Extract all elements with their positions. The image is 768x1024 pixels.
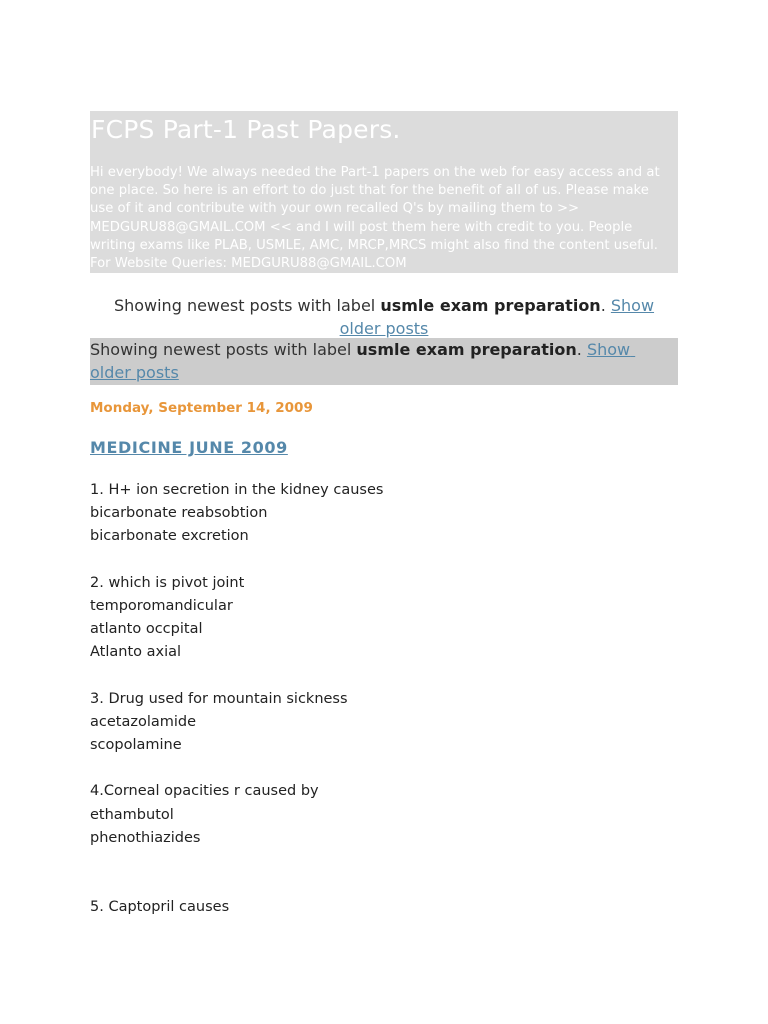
status-prefix: Showing newest posts with label [113, 296, 381, 315]
answer-option: scopolamine [90, 737, 182, 754]
status-label: usmle exam preparation [356, 340, 577, 359]
link-text: Show [610, 296, 655, 315]
post-date: Monday, September 14, 2009 [90, 400, 313, 416]
status-label: usmle exam preparation [380, 296, 601, 315]
answer-option: ethambutol [90, 806, 174, 823]
answer-option: bicarbonate reabsobtion [90, 505, 268, 522]
answer-option: phenothiazides [90, 829, 201, 846]
answer-option: Atlanto axial [90, 644, 182, 661]
question-text: 4.Corneal opacities r caused by [90, 783, 319, 800]
description-line: writing exams like PLAB, USMLE, AMC, MRCP,MRCS might also find the content useful. [90, 237, 658, 253]
description-line: MEDGURU88@GMAIL.COM << and I will post them here with credit to you. People [90, 219, 633, 235]
blog-title[interactable]: FCPS Part-1 Past Papers. [91, 115, 401, 144]
description-line: For Website Queries: MEDGURU88@GMAIL.COM [90, 255, 407, 271]
status-prefix: Showing newest posts with label [90, 340, 357, 359]
link-text: Show [586, 340, 631, 359]
status-message-bar [90, 338, 678, 385]
link-text: older posts [339, 319, 429, 338]
post-title-link[interactable]: MEDICINE JUNE 2009 [90, 438, 288, 457]
post-body [90, 479, 690, 920]
status-message [90, 294, 678, 340]
question-text: 3. Drug used for mountain sickness [90, 690, 348, 707]
description-line: one place. So here is an effort to do just that for the benefit of all of us. Please make [90, 183, 649, 199]
question-text: 1. H+ ion secretion in the kidney causes [90, 482, 384, 498]
link-text: older posts [90, 363, 179, 382]
answer-option: atlanto occpital [90, 621, 203, 638]
answer-option: acetazolamide [90, 713, 197, 730]
status-suffix: . [576, 340, 587, 359]
blog-header [90, 111, 678, 273]
description-line: Hi everybody! We always needed the Part-1 papers on the web for easy access and at [90, 165, 660, 180]
status-suffix: . [600, 296, 611, 315]
answer-option: bicarbonate excretion [90, 528, 249, 545]
question-text: 5. Captopril causes [90, 899, 230, 916]
answer-option: temporomandicular [90, 597, 233, 614]
question-text: 2. which is pivot joint [90, 574, 245, 591]
description-line: use of it and contribute with your own recalled Q's by mailing them to >> [90, 201, 580, 217]
blog-description [90, 164, 678, 273]
